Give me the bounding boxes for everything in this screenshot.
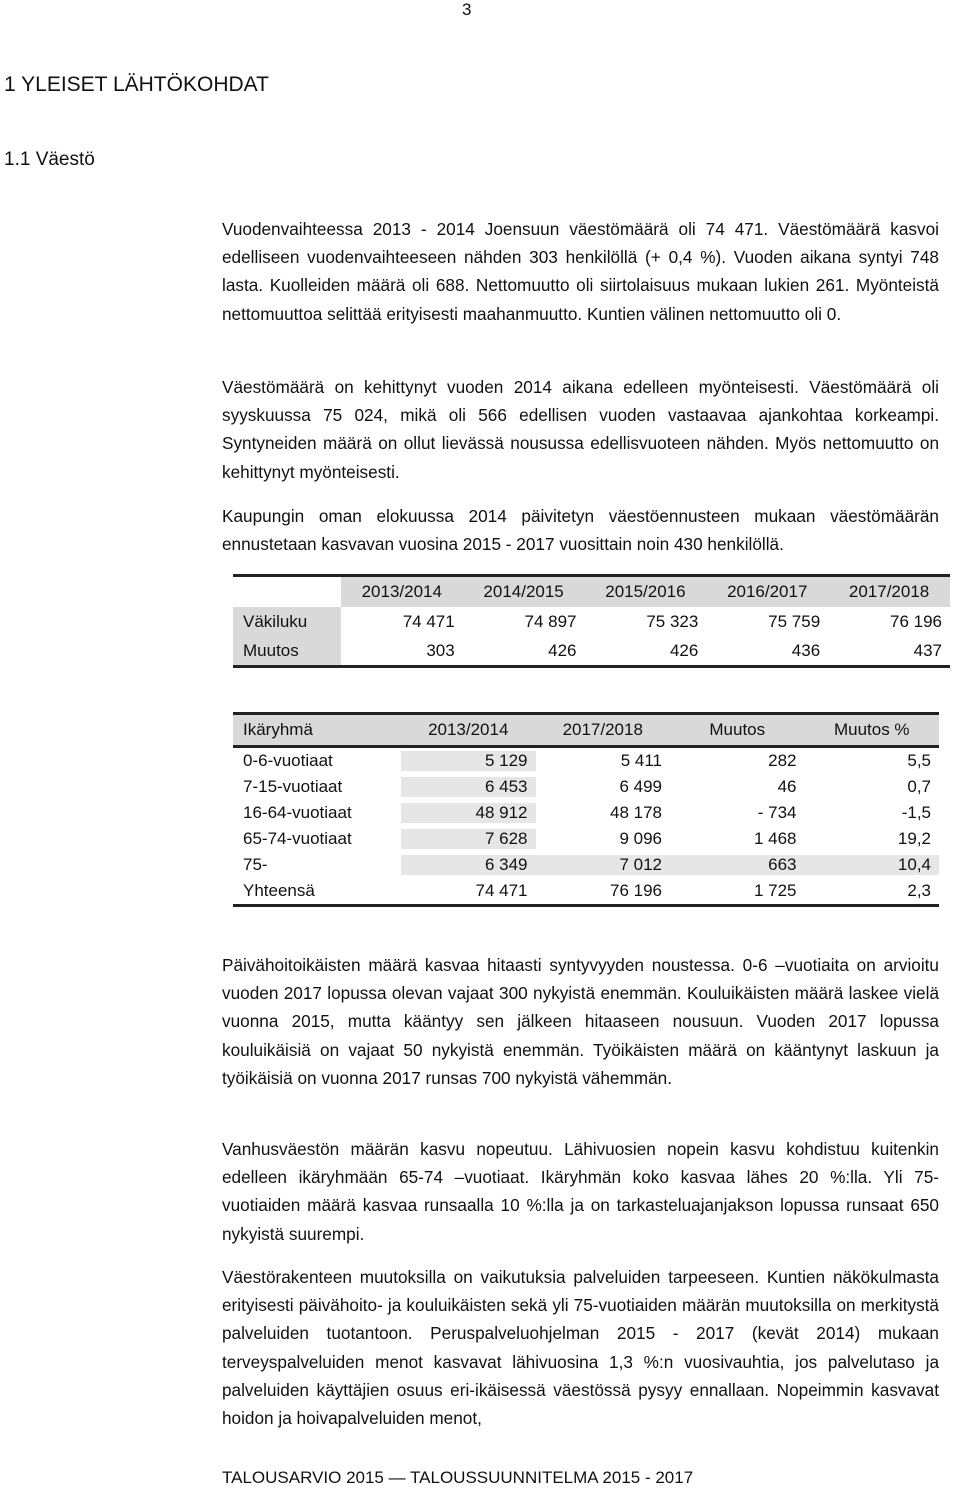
table-header-row bbox=[233, 712, 939, 748]
table-cell: - 734 bbox=[757, 803, 797, 822]
row-label: 7-15-vuotiaat bbox=[243, 777, 343, 796]
table-cell: 7 012 bbox=[536, 855, 671, 875]
table-cell: 282 bbox=[768, 751, 797, 770]
table-cell: 48 178 bbox=[610, 803, 662, 822]
age-group-table bbox=[233, 712, 939, 907]
table-header-cell: Muutos bbox=[709, 720, 766, 739]
page-number: 3 bbox=[462, 0, 472, 19]
table-row bbox=[233, 748, 939, 774]
subsection-heading: 1.1 Väestö bbox=[4, 149, 95, 170]
table-cell: 437 bbox=[913, 640, 942, 660]
table-header-cell: 2016/2017 bbox=[727, 582, 808, 601]
table-cell: 663 bbox=[670, 855, 805, 875]
table-cell: -1,5 bbox=[901, 803, 931, 822]
table-cell: 5,5 bbox=[907, 751, 931, 770]
table-cell: 46 bbox=[777, 777, 797, 796]
table-cell: 74 471 bbox=[402, 611, 455, 631]
table-header-cell: Muutos % bbox=[833, 720, 910, 739]
table-row bbox=[233, 800, 939, 826]
table-row bbox=[233, 878, 939, 907]
row-label: Muutos bbox=[233, 636, 341, 665]
table-cell: 19,2 bbox=[897, 829, 931, 848]
table-header-cell: 2013/2014 bbox=[428, 720, 509, 739]
paragraph-elderly: Vanhusväestön määrän kasvu nopeutuu. Lähivuosien nopein kasvu kohdistuu kuitenkin edelleen ikäryhmään 65-74 –vuotiaat. Ikäryhmän koko kasvaa lähes 20 %:lla. Yli 75-vuotiaiden määrä kasvaa runsaalla 10 %:lla ja on tarkasteluajanjakson lopussa runsaat 650 nykyistä suurempi. bbox=[222, 1139, 939, 1244]
table-cell: 2,3 bbox=[907, 881, 931, 900]
row-label: 0-6-vuotiaat bbox=[243, 751, 333, 770]
table-header-cell bbox=[233, 577, 341, 607]
table-cell: 75 323 bbox=[646, 611, 699, 631]
table-header-cell: 2015/2016 bbox=[605, 582, 686, 601]
table-cell: 5 411 bbox=[620, 751, 662, 770]
table-cell: 0,7 bbox=[907, 777, 931, 796]
table-cell: 74 897 bbox=[524, 611, 577, 631]
table-row bbox=[233, 774, 939, 800]
table-row bbox=[233, 636, 950, 668]
table-cell: 10,4 bbox=[805, 855, 940, 875]
table-cell: 6 453 bbox=[401, 777, 536, 797]
table-cell: 76 196 bbox=[890, 611, 942, 631]
table-cell: 6 349 bbox=[401, 855, 536, 875]
population-forecast-table bbox=[233, 574, 950, 668]
section-heading: 1 YLEISET LÄHTÖKOHDAT bbox=[4, 73, 269, 96]
table-cell: 426 bbox=[669, 640, 699, 660]
table-cell: 5 129 bbox=[401, 751, 536, 771]
row-label: Väkiluku bbox=[233, 607, 341, 636]
table-header-cell: 2014/2015 bbox=[483, 582, 564, 601]
page-footer: TALOUSARVIO 2015 — TALOUSSUUNNITELMA 2015 - 2017 bbox=[222, 1468, 694, 1487]
table-row bbox=[233, 607, 950, 636]
table-cell: 9 096 bbox=[619, 829, 662, 848]
table-cell: 7 628 bbox=[401, 829, 536, 849]
row-label: 75- bbox=[243, 855, 268, 874]
row-label: Yhteensä bbox=[243, 881, 315, 900]
table-cell: 48 912 bbox=[401, 803, 536, 823]
table-cell: 426 bbox=[548, 640, 577, 660]
row-label: 16-64-vuotiaat bbox=[243, 803, 352, 822]
table-header-cell: 2017/2018 bbox=[848, 582, 930, 601]
table-header-cell: 2013/2014 bbox=[361, 582, 442, 601]
paragraph-age-groups: Päivähoitoikäisten määrä kasvaa hitaasti syntyvyyden noustessa. 0-6 –vuotiaita on arvioitu vuoden 2017 lopussa olevan vajaat 300 nykyistä enemmän. Kouluikäisten määrä laskee vielä vuonna 2015, mutta kääntyy sen jälkeen hitaaseen nousuun. Vuoden 2017 lopussa kouluikäisiä on vajaat 50 nykyistä enemmän. Työikäisten määrä on kääntynyt laskuun ja työikäisiä on vuonna 2017 runsas 700 nykyistä vähemmän. bbox=[222, 955, 939, 1088]
table-cell: 75 759 bbox=[768, 611, 821, 631]
table-cell: 1 725 bbox=[753, 881, 797, 900]
table-row bbox=[233, 852, 939, 878]
row-label: 65-74-vuotiaat bbox=[243, 829, 352, 848]
table-cell: 303 bbox=[426, 640, 455, 660]
table-cell: 436 bbox=[791, 640, 821, 660]
table-header-cell: 2017/2018 bbox=[562, 720, 643, 739]
table-header-row bbox=[233, 574, 950, 607]
table-cell: 1 468 bbox=[753, 829, 797, 848]
table-cell: 6 499 bbox=[619, 777, 662, 796]
table-cell: 74 471 bbox=[475, 881, 528, 900]
table-cell: 76 196 bbox=[610, 881, 662, 900]
paragraph-population-2013: Vuodenvaihteessa 2013 - 2014 Joensuun väestömäärä oli 74 471. Väestömäärä kasvoi edelliseen vuodenvaihteeseen nähden 303 henkilöllä (+ 0,4 %). Vuoden aikana syntyi 748 lasta. Kuolleiden määrä oli 688. Nettomuutto oli siirtolaisuus mukaan lukien 261. Myönteistä nettomuuttoa selittää erityisesti maahanmuutto. Kuntien välinen nettomuutto oli 0. bbox=[222, 219, 939, 324]
paragraph-population-2014: Väestömäärä on kehittynyt vuoden 2014 aikana edelleen myönteisesti. Väestömäärä oli syyskuussa 75 024, mikä oli 566 edellisen vuoden vastaavaa ajankohtaa korkeampi. Syntyneiden määrä on ollut lievässä nousussa edellisvuoteen nähden. Myös nettomuutto on kehittynyt myönteisesti. bbox=[222, 377, 939, 482]
table-row bbox=[233, 826, 939, 852]
paragraph-forecast: Kaupungin oman elokuussa 2014 päivitetyn väestöennusteen mukaan väestömäärän ennustetaan kasvavan vuosina 2015 - 2017 vuosittain noin 430 henkilöllä. bbox=[222, 506, 939, 555]
table-header-cell: Ikäryhmä bbox=[243, 720, 313, 739]
paragraph-services: Väestörakenteen muutoksilla on vaikutuksia palveluiden tarpeeseen. Kuntien näkökulmasta erityisesti päivähoito- ja kouluikäisten sekä yli 75-vuotiaiden määrän muutoksilla on merkitystä palveluiden tuotantoon. Peruspalveluohjelman 2015 - 2017 (kevät 2014) mukaan terveyspalveluiden menot kasvavat lähivuosina 1,3 %:n vuosivauhtia, jos palvelutaso ja palveluiden käyttäjien osuus eri-ikäisessä väestössä pysyy ennallaan. Nopeimmin kasvavat hoidon ja hoivapalveluiden menot, bbox=[222, 1267, 939, 1429]
